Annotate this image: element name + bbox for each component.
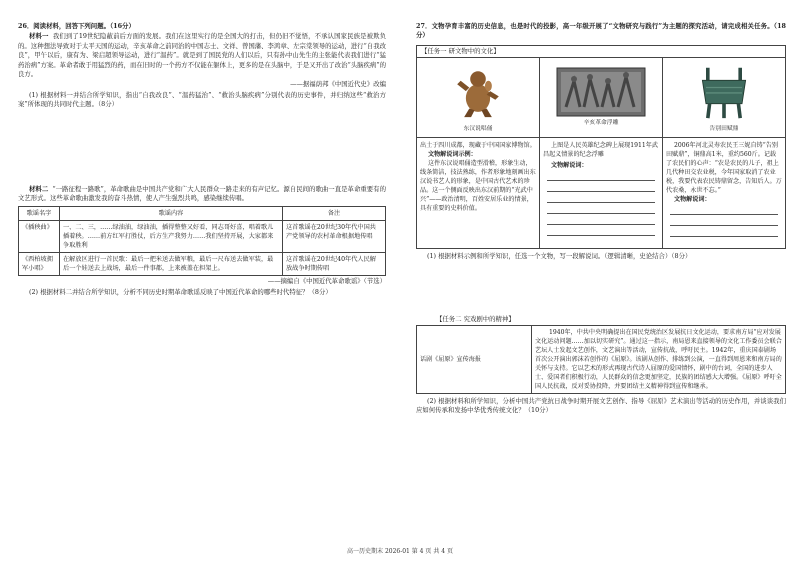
question-26 [18,0,386,297]
answer-line[interactable] [547,204,655,214]
storyteller-figurine-image [452,61,504,123]
page-footer: 高一历史期末 2026-01 第 4 页 共 4 页 [347,548,453,555]
relief-sculpture-image [556,67,646,117]
relic-description [540,138,663,249]
table-row [417,326,786,394]
drama-text: 1940年，中共中央明确提出在国民党统治区发展抗日文化运动，要求南方局“应对发展文化运动问题……加以切实研究”。通过这一指示，南局恩来直接领导的文化工作委员会联合艺坛人士发起文艺创作，文艺演出等活动，宣传抗战，呼吁民主。1942年，重庆国泰剧场首次公开演出郭沫若创作的《屈原》。该剧从创作、排练到公演，一直得到周恩来和南方局的关怀与支持。它以艺术的形式再现古代诗人屈原的爱国情怀，剧中的台词，全国的进步人士、爱国者们积极行动，人民群众的信念更加坚定，民族的团结感大大增强。《屈原》呼吁全国人民抗战，反对妥协投降，并要团结主义精神得到宣传和继承。 [532,326,786,394]
table-header-row [19,207,386,221]
song-content: 在解放区进行一首民歌：最后一把米送去做军粮，最后一尺布送去做军装，最后一个娃送去上战场，最后一件事都，上来被盖在担架上。 [60,253,283,276]
answer-line[interactable] [547,193,655,203]
answer-line[interactable] [547,226,655,236]
blank-label: 文物解说词： [551,162,588,170]
question-27 [416,0,786,416]
q26-sub2: (2) 根据材料二并结合所学知识，分析不同历史时期革命歌谣反映了中国近代革命的哪些时代特征？（8分） [29,287,332,296]
q27-sub1: (1) 根据材料示例和所学知识，任选一个文物，写一段解说词。（逻辑清晰，史论结合）（8分） [427,252,692,261]
col-header-note: 备注 [283,207,386,221]
material-1-source: ——据福荫邦《中国近代史》改编 [290,80,386,89]
relic-cell [417,58,540,138]
task-1-label: 【任务一 研文物中的文化】 [416,45,786,57]
answer-line[interactable] [547,215,655,225]
desc-text: 出土于四川成都，现藏于中国国家博物馆。 [420,142,536,150]
col-header-name: 歌谣名字 [19,207,60,221]
answer-line[interactable] [547,171,655,181]
songs-table [18,206,386,276]
example-label: 文物解说词示例： [428,151,477,159]
answer-line[interactable] [670,205,778,215]
q27-title: 27．文物孕育丰富的历史信息，也是时代的投影，高一年级开展了“文物研究与践行”为主题的探究活动，请完成相关任务。（18分） [416,22,786,40]
example-text: 这件东汉说唱俑造型滑稽，形象生动，线条简洁，技法熟练，作者形象地刻画出东汉说书艺人的形象，是中国古代艺术的珍品。这一个侧面反映出东汉前期的“光武中兴”——政治清明，百姓安居乐业的情景，具有重要的史料价值。 [420,160,536,213]
relic-description [417,138,540,249]
material-2-text: “一路征程一路歌”，革命歌曲是中国共产党和广大人民群众一路走来的有声记忆。源自民间的歌曲一直是革命重要有的文艺形式。这些革命歌曲激发我的奋斗热情，使人产生强烈共鸣，感染继续传唱。 [18,184,386,203]
answer-space [416,262,786,310]
relic-description-row [417,138,786,249]
blank-label: 文物解说词： [674,196,711,204]
answer-line[interactable] [547,182,655,192]
q26-material-2 [18,185,386,204]
q26-title: 26．阅读材料，回答下列问题。（16分） [18,22,135,30]
material-1-label: 材料一 [29,32,49,41]
answer-line[interactable] [670,227,778,237]
song-content: 一、二、三，……绿油油，绿油油，插得整整又好看，同志哥好喜，唱着歌儿插着秧。……前方红军打胜仗，后方生产我努力……我们坚持开展，大家都来争取胜利 [60,221,283,253]
relic-cell [540,58,663,138]
relic-caption: 辛亥革命浮雕 [583,120,619,127]
relic-caption: 东汉说唱俑 [463,126,493,133]
table-row [19,221,386,253]
relic-cell [663,58,786,138]
bronze-ding-image [697,61,751,123]
song-note: 这首歌谣在20世纪40年代人民解放战争时期传唱 [283,253,386,276]
table-row [19,253,386,276]
song-name: 《插秧曲》 [19,221,60,253]
answer-space [18,110,386,184]
material-2-source: ——摘编自《中国近代革命歌谣》（节选） [267,277,386,286]
relic-images-row [417,58,786,138]
relic-caption: 告别田赋鼎 [709,126,739,133]
q26-material-1 [18,32,386,79]
material-1-text: 我们到了19世纪隐蔽前后方面的发展。我们在这里实行的是全国大的打击，但仍旧不觉悟，不承认国家民族是被欺负的。这种想法导致对于太平天国的运动，辛亥革命之前同治的中国志士、文祥、曾国藩、李鸿章、左宗棠领导的运动，进行“自我改良”，甲午以后，康有为、梁启超领导运动，进行“温药”。就是到了国民党的人们以后，只有孙中山先生的主张能代表我们进行“猛药治病”方案。革命者敢于用猛烈的药，而在旧时的一个药方不仅能在躯体上，更多的是在头脑中，于是又开出了改治“头脑疾病”的良方。 [18,32,386,79]
drama-poster-label: 话剧《屈原》宣传海报 [417,326,532,394]
answer-line[interactable] [670,216,778,226]
song-note: 这首歌谣在20世纪30年代中国共产党领导的农村革命根据地传唱 [283,221,386,253]
q26-sub1: (1) 根据材料一并结合所学知识，指出“自我改良”、“温药猛治”、“救治头脑疾病”分别代表的历史事件，并归纳这些“救治方案”所体现的共同时代主题。（8分） [18,90,386,109]
q27-sub2: (2) 根据材料和所学知识，分析中国共产党抗日战争时期开展文艺创作、指导《屈原》艺术演出等活动的历史作用，并谈谈我们应如何传承和发扬中华优秀传统文化？（10分） [416,397,786,415]
desc-text: 2006年河北灵寿农民王三妮自铸“告别田赋鼎”，铜鼎高1米，重约560斤。记载了农民们的心声：“农是农民的儿子，祖上几代种田交农业税，今年国家取消了农业税，我要代表农民铸鼎留念，告知后人。万代农桑，永世不忘。” [666,142,782,195]
drama-table [416,325,786,394]
task-2-label: 【任务二 究戏剧中的精神】 [436,314,515,323]
song-name: 《西柏坡拥军小唱》 [19,253,60,276]
material-2-label: 材料二 [29,184,49,193]
desc-text: 上图是人民英雄纪念碑上展现1911年武昌起义情景的纪念浮雕 [543,142,658,159]
relics-table [416,57,786,249]
relic-description [663,138,786,249]
col-header-content: 歌谣内容 [60,207,283,221]
